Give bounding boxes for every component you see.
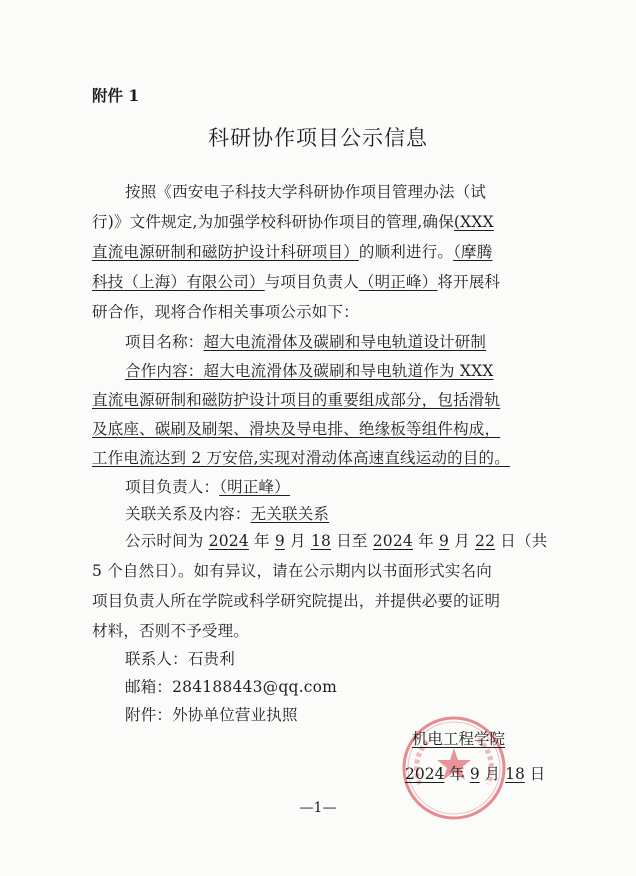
signing-organization: 机电工程学院	[412, 730, 506, 748]
intro-line-3: 直流电源研制和磁防护设计科研项目）的顺利进行。（摩腾	[92, 243, 493, 261]
project-leader: 项目负责人：（明正峰）	[125, 478, 290, 496]
cooperation-line-3: 及底座、碳刷及刷架、滑块及导电排、绝缘板等组件构成，	[92, 420, 501, 438]
contact: 联系人：石贵利	[125, 650, 235, 668]
page-number: —1—	[299, 800, 337, 816]
cooperation-line-2: 直流电源研制和磁防护设计项目的重要组成部分，包括滑轨	[92, 391, 501, 409]
notice-line-2: 5 个自然日）。如有异议，请在公示期内以书面形式实名向	[92, 562, 492, 580]
project-name: 项目名称：超大电流滑体及碳刷和导电轨道设计研制	[125, 333, 487, 351]
document-title: 科研协作项目公示信息	[208, 126, 428, 150]
intro-line-5: 研合作，现将合作相关事项公示如下：	[92, 303, 359, 321]
intro-line-2: 行)》文件规定,为加强学校科研协作项目的管理,确保(XXX	[92, 213, 494, 231]
intro-line-4: 科技（上海）有限公司）与项目负责人（明正峰）将开展科	[92, 273, 501, 291]
cooperation-line-1: 合作内容：超大电流滑体及碳刷和导电轨道作为 XXX	[125, 362, 494, 380]
signing-date: 2024 年 9 月 18 日	[405, 765, 546, 783]
relation: 关联关系及内容：无关联关系	[125, 505, 330, 523]
email: 邮箱：284188443@qq.com	[125, 678, 338, 696]
notice-line-1: 公示时间为 2024 年 9 月 18 日至 2024 年 9 月 22 日（共	[125, 532, 548, 550]
cooperation-line-4: 工作电流达到 2 万安倍,实现对滑动体高速直线运动的目的。	[92, 449, 510, 467]
notice-line-4: 材料，否则不予受理。	[92, 622, 250, 640]
notice-line-3: 项目负责人所在学院或科学研究院提出，并提供必要的证明	[92, 592, 501, 610]
attachment-item: 附件：外协单位营业执照	[125, 706, 298, 724]
intro-line-1: 按照《西安电子科技大学科研协作项目管理办法（试	[125, 183, 487, 201]
attachment-label: 附件 1	[92, 86, 140, 105]
